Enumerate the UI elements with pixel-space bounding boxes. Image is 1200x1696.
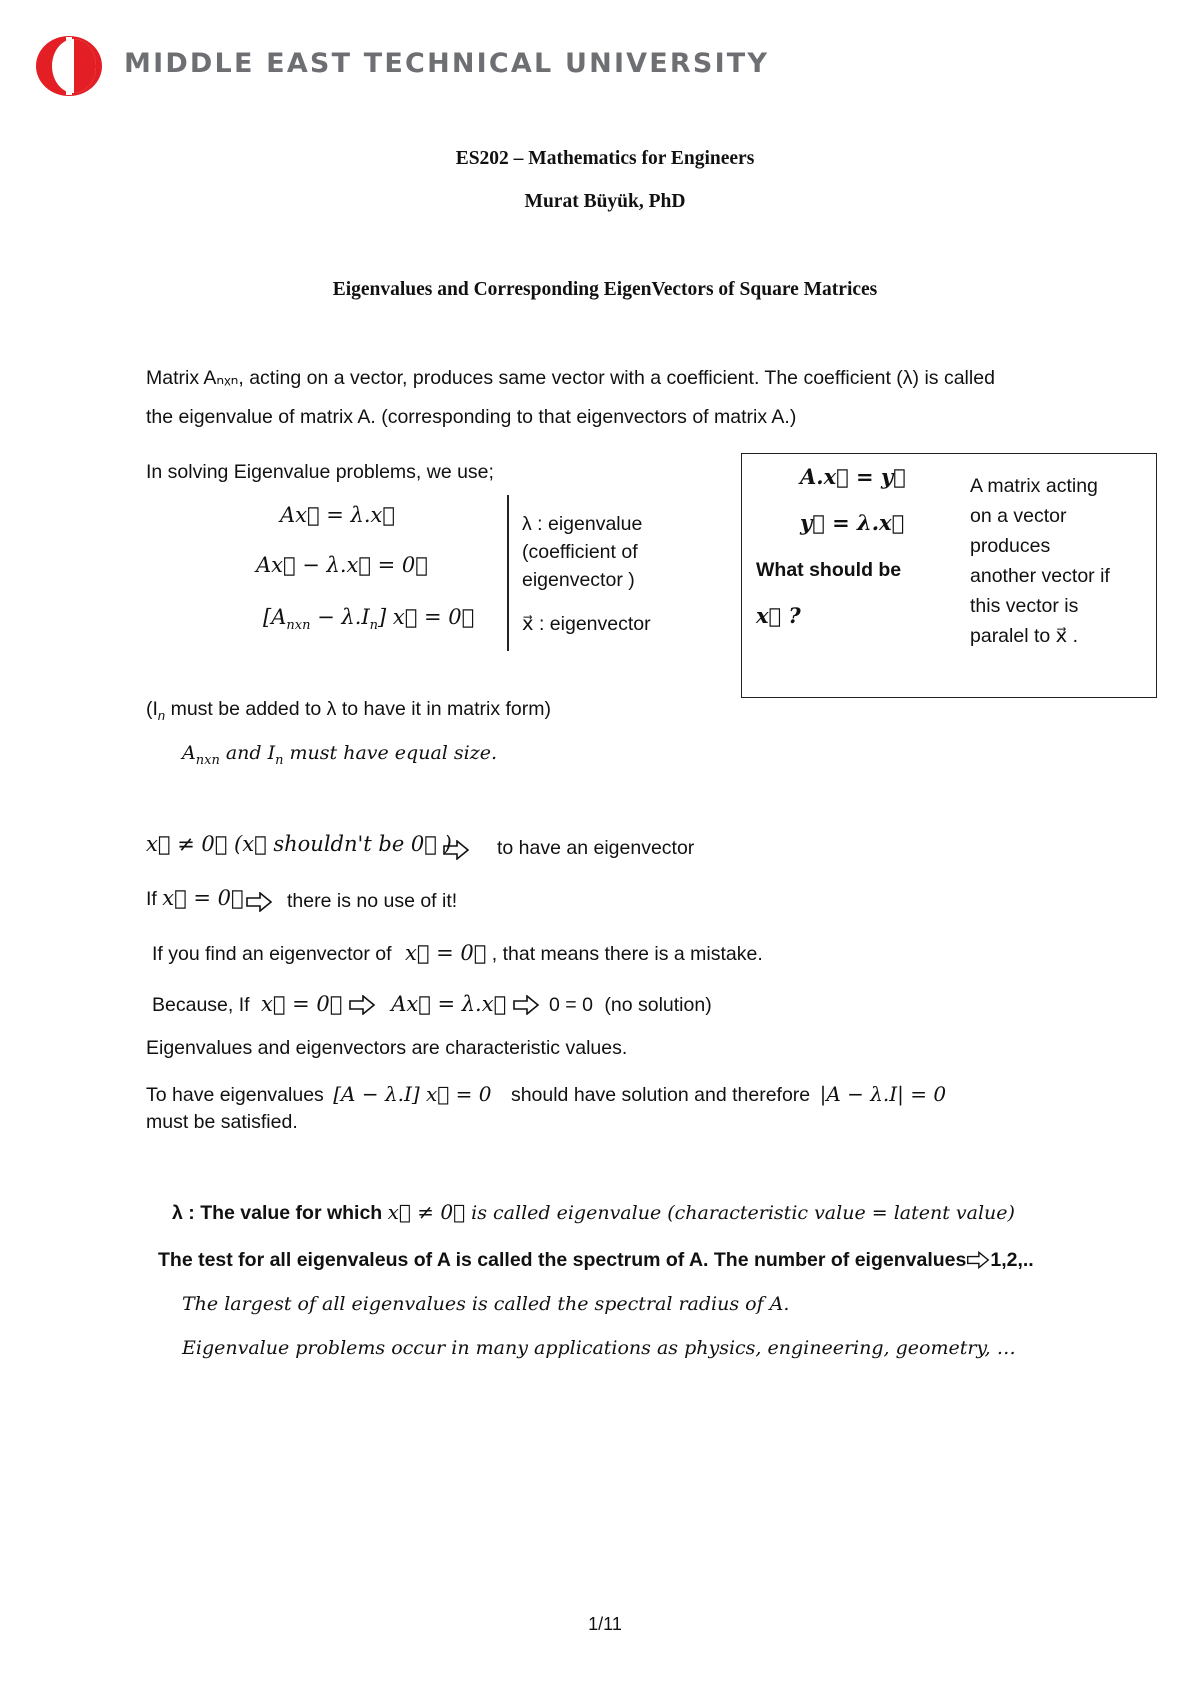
legend-coefficient-2: eigenvector ): [522, 569, 635, 591]
box-question-2: x⃗ ?: [756, 603, 801, 628]
divider-line: [507, 495, 509, 651]
box-desc-3: produces: [970, 535, 1051, 557]
arrow-icon: [348, 995, 376, 1015]
definition-4: Eigenvalue problems occur in many applications as physics, engineering, geometry, …: [182, 1337, 1016, 1359]
course-title: ES202 – Mathematics for Engineers: [455, 148, 755, 169]
intro-line-3: In solving Eigenvalue problems, we use;: [146, 461, 494, 483]
note-identity: ($I_n$ must be added to λ to have it in matrix form): [146, 698, 551, 723]
page-number: 1/11: [588, 1614, 622, 1634]
author-name: Murat Büyük, PhD: [524, 191, 686, 212]
arrow-icon: [512, 995, 540, 1015]
box-question-1: What should be: [756, 559, 902, 581]
box-desc-2: on a vector: [970, 505, 1067, 527]
arrow-icon: [442, 840, 470, 860]
intro-line-2: the eigenvalue of matrix A. (corresponding to that eigenvectors of matrix A.): [146, 406, 797, 428]
condition-2-math: If x⃗ = 0⃗: [146, 886, 244, 910]
legend-lambda: λ : eigenvalue: [522, 513, 643, 535]
box-desc-5: this vector is: [970, 595, 1079, 617]
condition-1-math: x⃗ ≠ 0⃗ (x⃗ shouldn't be 0⃗ ): [146, 832, 452, 856]
box-equation-1: A.x⃗ = y⃗: [800, 464, 906, 489]
definition-3: The largest of all eigenvalues is called the spectral radius of A.: [182, 1293, 790, 1315]
condition-6: To have eigenvalues [A − λ.I] x⃗ = 0 should have solution and therefore |A − λ.I| = 0: [146, 1082, 947, 1106]
metu-logo: [34, 34, 108, 98]
legend-vector: x⃗ : eigenvector: [522, 613, 651, 635]
topic-heading: Eigenvalues and Corresponding EigenVectors of Square Matrices: [332, 279, 878, 300]
arrow-icon: [966, 1250, 990, 1270]
definition-2: The test for all eigenvaleus of A is called the spectrum of A. The number of eigenvalues 1,2,..: [158, 1249, 1034, 1271]
legend-coefficient-1: (coefficient of: [522, 541, 638, 563]
condition-3: If you find an eigenvector of x⃗ = 0⃗ , that means there is a mistake.: [152, 941, 763, 965]
intro-line-1: Matrix Aₙₓₙ, acting on a vector, produces same vector with a coefficient. The coefficient (λ) is called: [146, 367, 995, 389]
box-desc-6: paralel to x⃗ .: [970, 625, 1079, 647]
condition-2-text: there is no use of it!: [287, 890, 458, 912]
condition-7: must be satisfied.: [146, 1111, 298, 1133]
note-size: $A_{nxn}$ and $I_n$ must have equal size.: [182, 742, 498, 768]
box-desc-1: A matrix acting: [970, 475, 1098, 497]
equation-1: Ax⃗ = λ.x⃗: [280, 503, 395, 527]
condition-4: Because, If x⃗ = 0⃗ Ax⃗ = λ.x⃗ 0 = 0 (no solution): [152, 992, 712, 1016]
equation-2: Ax⃗ − λ.x⃗ = 0⃗: [256, 553, 428, 577]
university-name: MIDDLE EAST TECHNICAL UNIVERSITY: [124, 48, 770, 79]
definition-1: λ : The value for which x⃗ ≠ 0⃗ is called eigenvalue (characteristic value = latent value): [172, 1200, 1015, 1224]
equation-3: $[A_{nxn} - \lambda.I_n]$ x⃗ = 0⃗: [263, 605, 475, 634]
condition-5: Eigenvalues and eigenvectors are characteristic values.: [146, 1037, 628, 1059]
box-desc-4: another vector if: [970, 565, 1110, 587]
box-equation-2: y⃗ = λ.x⃗: [800, 510, 905, 535]
condition-1-text: to have an eigenvector: [497, 837, 695, 859]
arrow-icon: [245, 892, 273, 912]
